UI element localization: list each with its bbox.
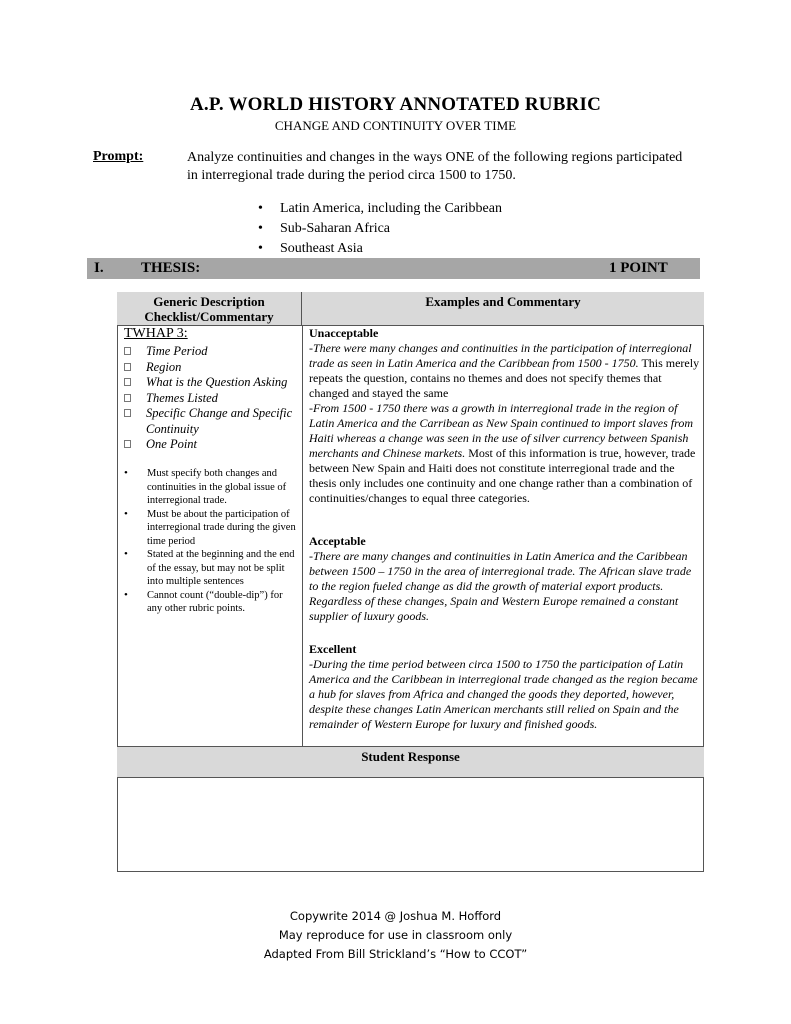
checkbox-icon: [124, 378, 131, 386]
thesis-rules-list: [124, 467, 300, 616]
student-response-area[interactable]: [118, 778, 703, 871]
region-item: • Latin America, including the Caribbean: [258, 199, 502, 219]
excellent-example: -During the time period between circa 1500 to 1750 the participation of Latin America and the Caribbean in interregional trade changed as the region became a hub for slaves from Africa and changed the goods they deported, however, despite these changes Latin American merchants still relied on Spain and the remainder of Western Europe for luxury and finished goods.: [309, 657, 698, 731]
example-unacceptable: [309, 326, 701, 506]
section-label: THESIS:: [141, 260, 201, 276]
acceptable-example: -There are many changes and continuities in Latin America and the Caribbean between 1500 – 1750 in the area of interregional trade. The African slave trade to the region fueled change as did the growth of material export products. Regardless of these changes, Spain and Western Europe remained a constant supplier of luxury goods.: [309, 549, 692, 623]
prompt-text: [187, 149, 707, 185]
checkbox-icon: [124, 347, 131, 355]
column-header-generic: [117, 292, 302, 326]
prompt-text-line-1: Analyze continuities and changes in the ways ONE of the following regions participated: [187, 150, 683, 165]
checkbox-icon: [124, 363, 131, 371]
region-list: [258, 199, 502, 259]
region-item: • Sub-Saharan Africa: [258, 219, 502, 239]
twhap-label: TWHAP 3:: [124, 326, 188, 341]
checklist-item-label: Time Period: [146, 344, 208, 358]
checkbox-icon: [124, 440, 131, 448]
column-header-generic-line-2: Checklist/Commentary: [144, 309, 274, 324]
checklist: [124, 344, 296, 453]
column-header-examples: Examples and Commentary: [302, 292, 704, 326]
checklist-item: [124, 391, 296, 407]
page-title: A.P. WORLD HISTORY ANNOTATED RUBRIC: [189, 94, 602, 115]
rule-item: • Cannot count (“double-dip”) for any other rubric points.: [124, 589, 300, 616]
checklist-item: [124, 406, 296, 437]
acceptable-heading: Acceptable: [309, 534, 366, 548]
rule-item: • Stated at the beginning and the end of the essay, but may not be split into multiple sentences: [124, 548, 300, 589]
unacceptable-comment-1: This merely repeats the question, contains no themes and does not specify themes that changed and stayed the same: [309, 356, 700, 400]
section-header-bar: [87, 258, 700, 279]
checklist-item: [124, 344, 296, 360]
checklist-item-label: What is the Question Asking: [146, 375, 288, 389]
checklist-item: [124, 360, 296, 376]
section-points: 1 POINT: [609, 260, 668, 276]
footer: [0, 907, 791, 964]
column-divider: [302, 326, 303, 746]
footer-usage: May reproduce for use in classroom only: [278, 928, 513, 942]
student-response-header: Student Response: [117, 746, 704, 778]
rule-item: • Must be about the participation of interregional trade during the given time period: [124, 508, 300, 549]
unacceptable-comment-2: Most of this information is true, however, trade between New Spain and Haiti does not constitute interregional trade and the thesis only includes one continuity and one change rather than a combination of continuities/changes to equal three categories.: [309, 446, 696, 505]
region-item: • Southeast Asia: [258, 239, 502, 259]
page-subtitle: CHANGE AND CONTINUITY OVER TIME: [274, 118, 517, 133]
example-acceptable: [309, 534, 701, 624]
excellent-heading: Excellent: [309, 642, 357, 656]
checklist-item-label: Themes Listed: [146, 390, 218, 405]
unacceptable-example-2: -From 1500 - 1750 there was a growth in interregional trade in the region of Latin America and the Carribean as New Spain continued to import slaves from Haiti whereas a change was seen in the use of silver currency between Spanish merchants and Chinese markets.: [309, 401, 693, 460]
example-excellent: [309, 642, 701, 732]
section-number: I.: [94, 260, 104, 276]
checkbox-icon: [124, 409, 131, 417]
rule-item: • Must specify both changes and continuities in the global issue of interregional trade.: [124, 467, 300, 508]
checklist-item-label: One Point: [146, 437, 198, 451]
prompt-text-line-2: in interregional trade during the period circa 1500 to 1750.: [187, 168, 516, 183]
unacceptable-heading: Unacceptable: [309, 326, 379, 340]
column-header-generic-line-1: Generic Description: [153, 294, 265, 309]
checklist-item: [124, 437, 296, 453]
checklist-item-label: Specific Change and Specific Continuity: [146, 406, 293, 436]
checklist-item: [124, 375, 296, 391]
footer-copyright: Copywrite 2014 @ Joshua M. Hofford: [289, 909, 502, 923]
prompt-label: Prompt:: [93, 149, 144, 164]
footer-attribution: Adapted From Bill Strickland’s “How to CCOT”: [263, 947, 528, 961]
checkbox-icon: [124, 394, 131, 402]
checklist-item-label: Region: [146, 359, 182, 374]
unacceptable-example-1: -There were many changes and continuities in the participation of interregional trade as seen in Latin America and the Caribbean from 1500 - 1750.: [309, 341, 692, 370]
